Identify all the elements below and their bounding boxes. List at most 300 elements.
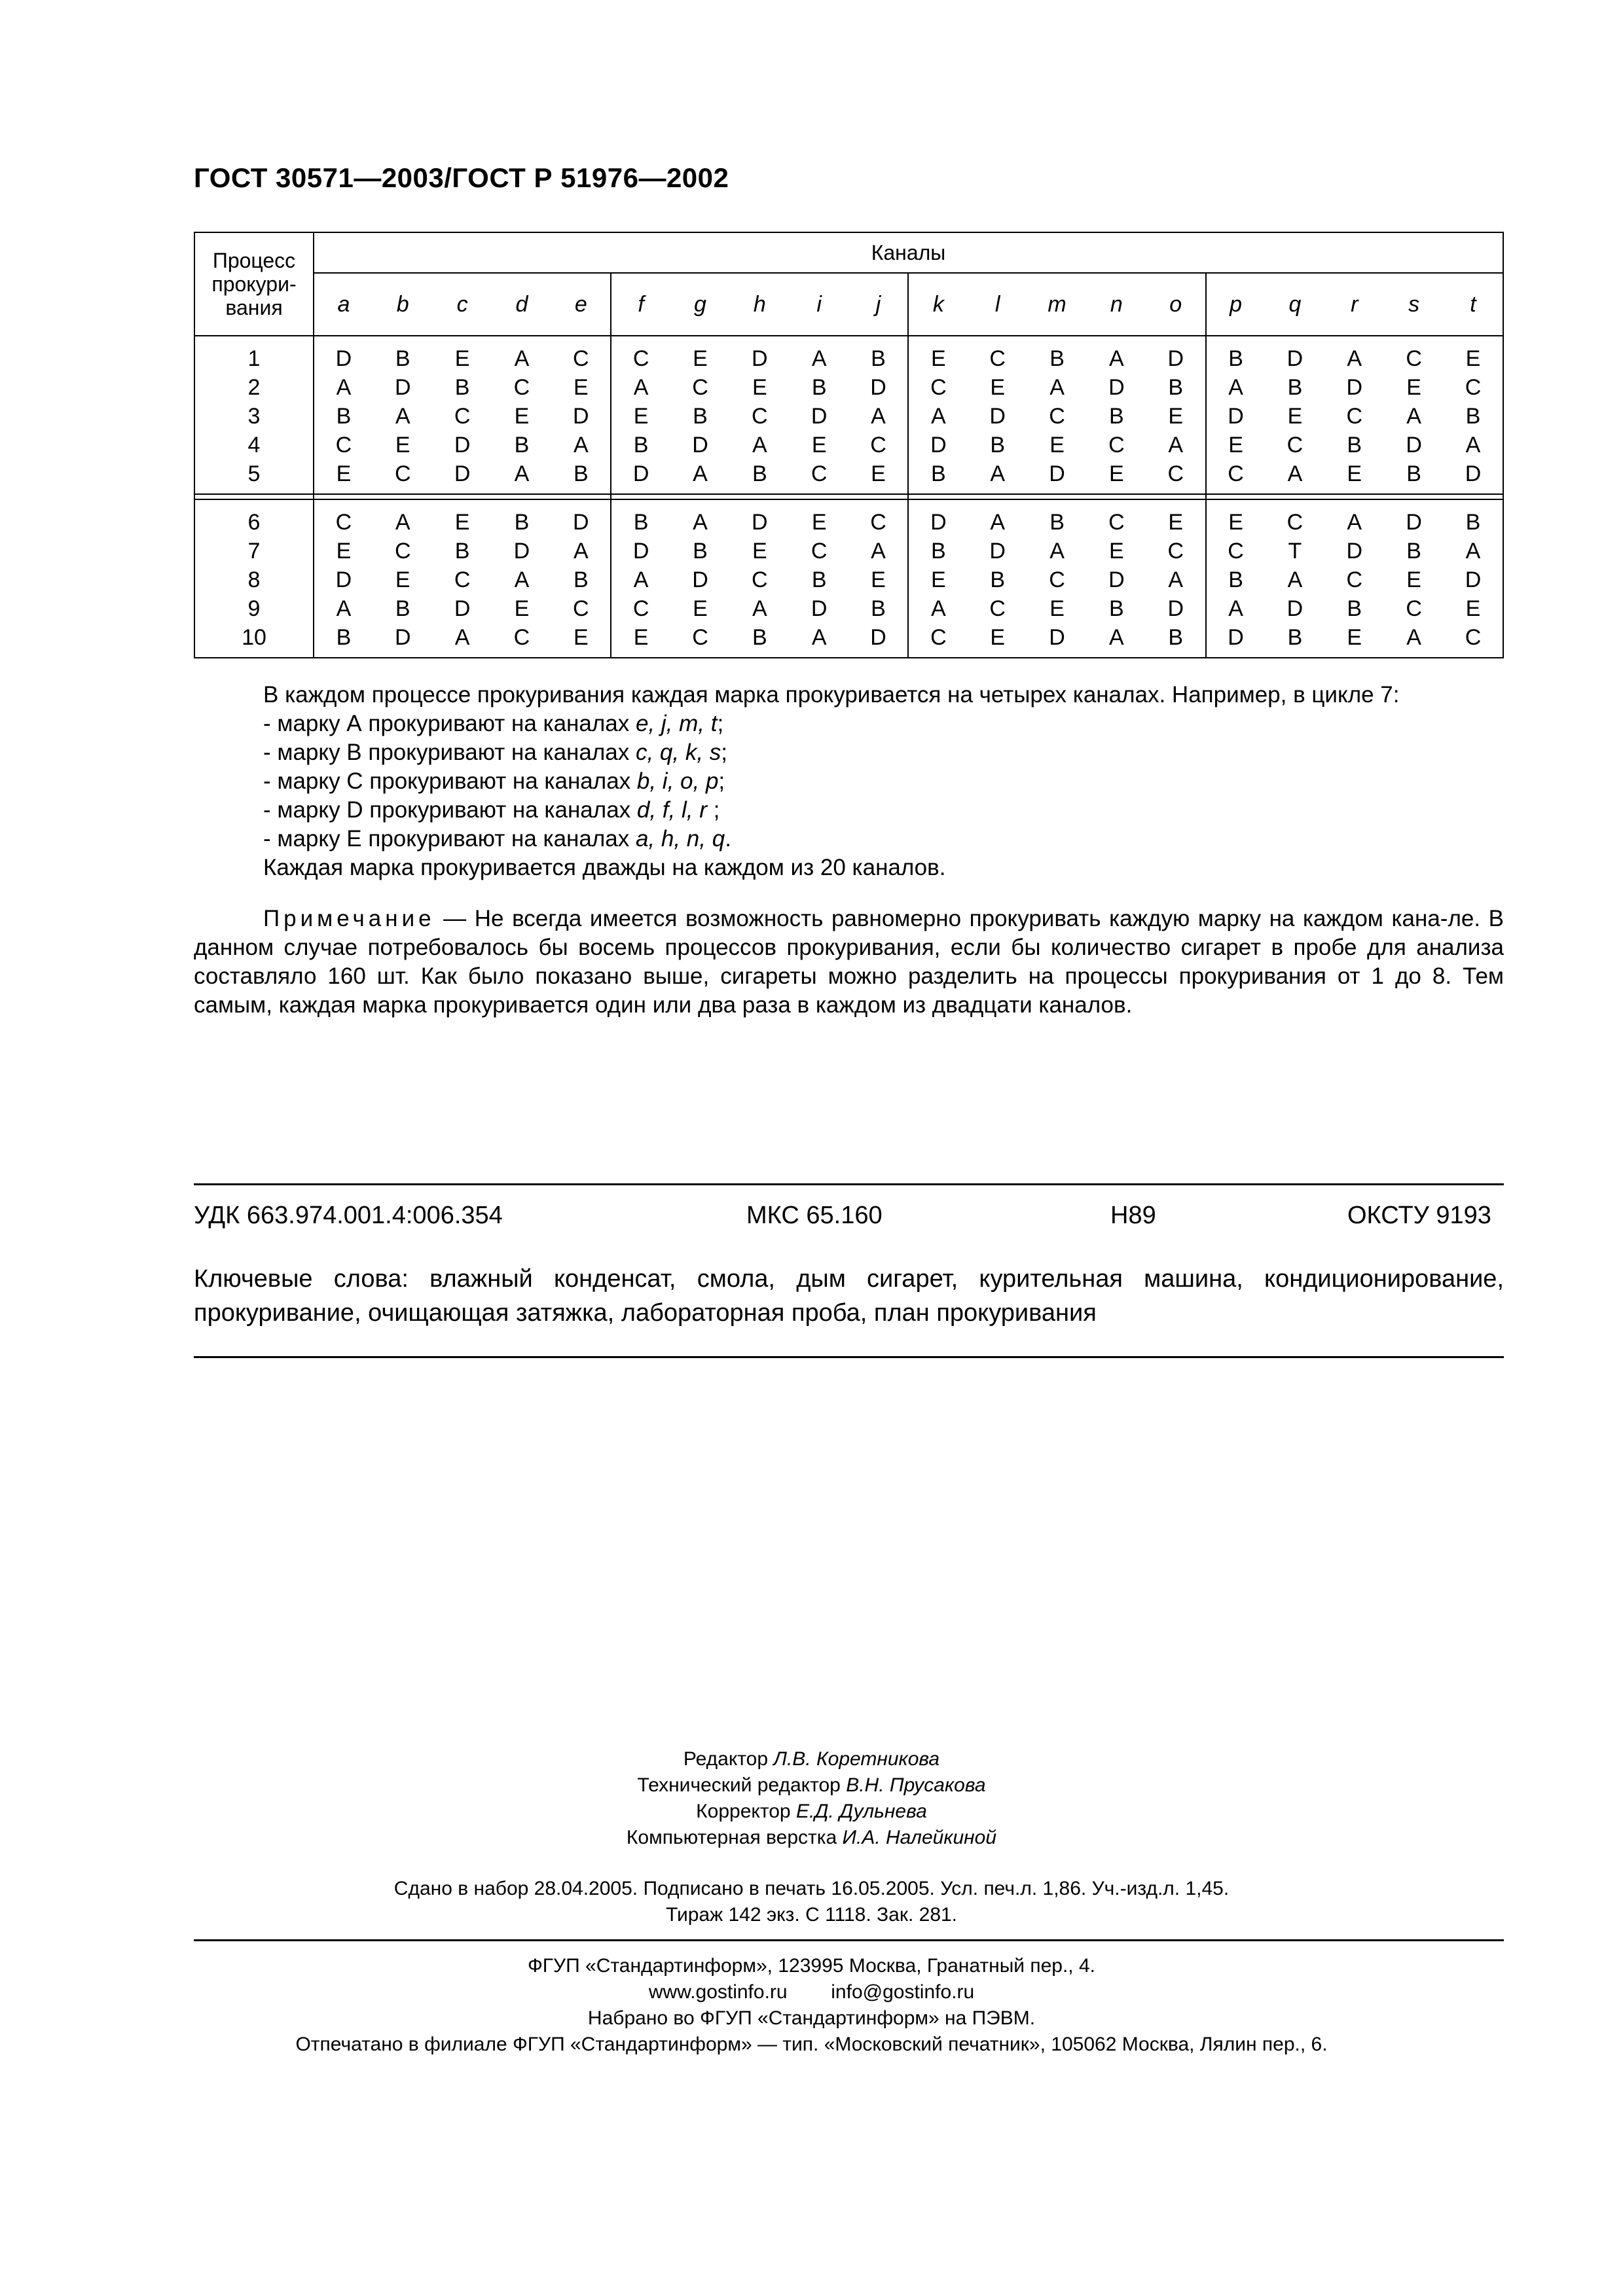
table-cell: D xyxy=(573,510,589,535)
table-cell: D xyxy=(692,433,708,457)
table-cell: C xyxy=(692,375,708,400)
brand-list-channels: b, i, o, p xyxy=(636,768,719,794)
udk-code: УДК 663.974.001.4:006.354 xyxy=(194,1202,503,1229)
table-cell: B xyxy=(871,596,886,621)
table-cell: E xyxy=(1444,336,1503,373)
table-cell: E xyxy=(1206,431,1266,459)
table-cell: B xyxy=(1266,623,1325,658)
process-header-line: Процесс xyxy=(212,249,296,272)
table-cell: C xyxy=(1206,537,1266,565)
table-cell: C xyxy=(790,459,849,494)
brand-list-prefix: - марку Е прокуривают на каналах xyxy=(263,826,636,852)
table-cell: D xyxy=(1027,623,1087,658)
table-cell: C xyxy=(1206,459,1266,494)
table-cell: B xyxy=(1109,404,1124,429)
note-paragraph xyxy=(194,905,1504,1020)
table-row xyxy=(194,537,1503,565)
table-cell: E xyxy=(551,623,611,658)
table-cell: C xyxy=(1108,433,1125,457)
credit-name: И.А. Налейкиной xyxy=(842,1827,997,1848)
table-cell: D xyxy=(908,499,968,537)
table-cell: B xyxy=(693,539,708,564)
table-cell: C xyxy=(573,346,589,371)
table-cell: B xyxy=(573,567,589,592)
table-cell: E xyxy=(611,623,670,658)
table-cell: E xyxy=(908,565,968,594)
channel-header-r: r xyxy=(1324,273,1384,336)
print-info-line: Сдано в набор 28.04.2005. Подписано в печать 16.05.2005. Усл. печ.л. 1,86. Уч.-изд.л. 1,45. xyxy=(393,1878,1230,1899)
table-cell: B xyxy=(1049,510,1065,535)
table-cell: E xyxy=(990,375,1006,400)
table-cell: C xyxy=(314,431,373,459)
table-cell: E xyxy=(1406,567,1421,592)
table-cell: C xyxy=(1406,596,1422,621)
table-cell: A xyxy=(1347,346,1362,371)
channel-header-k: k xyxy=(908,273,968,336)
table-cell: C xyxy=(1146,459,1206,494)
table-cell: A xyxy=(611,565,670,594)
table-cell: A xyxy=(1444,431,1503,459)
table-cell: E xyxy=(1049,433,1065,457)
channel-header-j: j xyxy=(849,273,909,336)
table-cell: C xyxy=(611,336,670,373)
table-cell: C xyxy=(811,539,828,564)
table-cell: B xyxy=(1444,402,1503,431)
table-cell: A xyxy=(514,567,530,592)
table-cell: A xyxy=(1168,567,1184,592)
table-cell: E xyxy=(693,346,708,371)
table-cell: E xyxy=(693,596,708,621)
brand-channel-list xyxy=(263,709,731,853)
channel-header-n: n xyxy=(1087,273,1146,336)
table-cell: E xyxy=(514,404,530,429)
brand-list-item xyxy=(263,738,731,767)
table-cell: B xyxy=(1109,596,1124,621)
table-cell: A xyxy=(433,623,492,658)
table-cell: C xyxy=(989,346,1006,371)
table-row xyxy=(194,594,1503,623)
table-cell: A xyxy=(395,510,410,535)
channel-header-o: o xyxy=(1146,273,1206,336)
table-cell: A xyxy=(1049,539,1065,564)
table-cell: A xyxy=(752,433,767,457)
channel-header-e: e xyxy=(551,273,611,336)
table-cell: E xyxy=(573,375,589,400)
brand-list-item xyxy=(263,709,731,738)
table-cell: D xyxy=(1108,567,1125,592)
table-cell: A xyxy=(1168,433,1184,457)
table-cell: B xyxy=(811,375,827,400)
table-cell: D xyxy=(849,623,909,658)
brand-list-suffix: ; xyxy=(721,740,728,765)
table-cell: D xyxy=(870,375,886,400)
table-cell: C xyxy=(454,404,471,429)
group-code: Н89 xyxy=(1110,1202,1156,1229)
publisher-line: ФГУП «Стандартинформ», 123995 Москва, Гранатный пер., 4. xyxy=(528,1955,1095,1977)
table-cell: B xyxy=(871,346,886,371)
credit-role: Компьютерная верстка xyxy=(626,1827,843,1848)
credit-name: В.Н. Прусакова xyxy=(846,1774,986,1796)
table-cell: A xyxy=(395,404,410,429)
table-cell: A xyxy=(1206,594,1266,623)
keywords: Ключевые слова: влажный конденсат, смола, дым сигарет, курительная машина, кондиционирование, прокуривание, очищающая затяжка, лабораторная проба, план прокуривания xyxy=(194,1265,1504,1327)
table-cell: E xyxy=(1444,594,1503,623)
table-cell: D xyxy=(989,539,1006,564)
table-cell: D xyxy=(752,510,768,535)
brand-list-prefix: - марку С прокуривают на каналах xyxy=(263,768,637,794)
channel-header-t: t xyxy=(1444,273,1503,336)
table-cell: D xyxy=(1346,375,1363,400)
note-label: Примечание xyxy=(263,906,435,931)
table-cell: C xyxy=(1346,404,1363,429)
table-cell: C xyxy=(314,499,373,537)
table-cell: B xyxy=(990,567,1006,592)
table-cell: A xyxy=(1444,537,1503,565)
divider-bottom xyxy=(194,1939,1504,1941)
brand-list-channels: d, f, l, r xyxy=(636,797,707,823)
table-cell: A xyxy=(1109,346,1124,371)
table-cell: E xyxy=(314,459,373,494)
table-cell: B xyxy=(611,431,670,459)
channel-header-m: m xyxy=(1027,273,1087,336)
table-cell: C xyxy=(989,596,1006,621)
table-cell: C xyxy=(394,539,411,564)
table-cell: C xyxy=(1049,567,1065,592)
brand-list-suffix: ; xyxy=(717,711,724,736)
table-cell: A xyxy=(670,459,730,494)
table-cell: D xyxy=(1406,510,1422,535)
table-cell: B xyxy=(514,433,530,457)
table-cell: C xyxy=(1286,433,1304,457)
table-cell: C xyxy=(752,567,768,592)
table-cell: D xyxy=(1286,596,1304,621)
okstu-code: ОКСТУ 9193 xyxy=(1347,1202,1491,1229)
table-cell: A xyxy=(790,623,849,658)
channel-header-h: h xyxy=(730,273,790,336)
table-cell: A xyxy=(908,402,968,431)
divider-top xyxy=(194,1183,1504,1185)
table-cell: A xyxy=(1406,404,1421,429)
channel-header-a: a xyxy=(314,273,373,336)
table-cell: E xyxy=(1087,459,1146,494)
brand-list-prefix: - марку D прокуривают на каналах xyxy=(263,797,637,823)
publisher-line: Отпечатано в филиале ФГУП «Стандартинформ» — тип. «Московский печатник», 105062 Москва, Лялин пер., 6. xyxy=(295,2034,1328,2055)
credit-line xyxy=(0,1799,1623,1825)
table-cell: B xyxy=(454,375,470,400)
table-cell: C xyxy=(870,510,886,535)
publisher-line: www.gostinfo.ru info@gostinfo.ru xyxy=(648,1981,975,2003)
process-column-header xyxy=(194,232,314,336)
brand-list-channels: e, j, m, t xyxy=(635,711,718,736)
table-cell: E xyxy=(1324,459,1384,494)
print-info xyxy=(0,1876,1623,1928)
process-number: 3 xyxy=(194,402,314,431)
table-cell: D xyxy=(752,346,768,371)
table-cell: D xyxy=(1027,459,1087,494)
table-cell: T xyxy=(1288,539,1302,564)
brand-list-suffix: ; xyxy=(706,797,720,823)
table-cell: A xyxy=(1287,567,1303,592)
table-cell: A xyxy=(1384,623,1444,658)
table-cell: A xyxy=(1049,375,1065,400)
table-cell: B xyxy=(1347,433,1362,457)
credit-role: Технический редактор xyxy=(637,1774,847,1796)
note-body: — Не всегда имеется возможность равномерно прокуривать каждую марку на каждом кана-ле. В данном случае потребовалось бы восемь процессов прокуривания, если бы количество сигарет в пробе для анализа составляло 160 шт. Как было показано выше, сигареты можно разделить на процессы прокуривания от 1 до 8. Тем самым, каждая марка прокуривается один или два раза в каждом из двадцати каналов. xyxy=(194,906,1504,1018)
channel-header-p: p xyxy=(1206,273,1266,336)
table-cell: B xyxy=(1287,375,1303,400)
table-cell: B xyxy=(730,459,790,494)
table-cell: B xyxy=(1444,499,1503,537)
table-cell: E xyxy=(514,596,530,621)
table-cell: C xyxy=(1049,404,1065,429)
channel-header-d: d xyxy=(492,273,552,336)
table-cell: B xyxy=(395,596,410,621)
table-cell: A xyxy=(968,459,1027,494)
table-cell: D xyxy=(811,596,828,621)
channel-header-g: g xyxy=(670,273,730,336)
table-row xyxy=(194,336,1503,373)
table-cell: C xyxy=(1286,510,1304,535)
table-cell: C xyxy=(573,596,589,621)
intro-paragraph: В каждом процессе прокуривания каждая марка прокуривается на четырех каналах. Например, в цикле 7: xyxy=(263,682,1400,708)
table-cell: E xyxy=(1287,404,1303,429)
table-cell: E xyxy=(395,433,410,457)
table-row xyxy=(194,623,1503,658)
table-cell: C xyxy=(373,459,433,494)
table-cell: E xyxy=(968,623,1027,658)
brand-list-item xyxy=(263,825,731,853)
channel-header-c: c xyxy=(433,273,492,336)
table-cell: E xyxy=(811,510,827,535)
table-cell: D xyxy=(1444,459,1503,494)
brand-list-channels: a, h, n, q xyxy=(635,826,725,852)
table-cell: B xyxy=(395,346,410,371)
credit-name: Л.В. Коретникова xyxy=(773,1748,940,1770)
mks-code: МКС 65.160 xyxy=(746,1202,883,1229)
channel-header-s: s xyxy=(1384,273,1444,336)
divider-keywords xyxy=(194,1356,1504,1358)
table-cell: B xyxy=(454,539,470,564)
table-cell: D xyxy=(1286,346,1304,371)
brand-list-suffix: ; xyxy=(718,768,725,794)
table-cell: B xyxy=(1146,623,1206,658)
table-cell: D xyxy=(611,459,670,494)
process-number: 5 xyxy=(194,459,314,494)
table-cell: C xyxy=(1444,623,1503,658)
table-cell: C xyxy=(1167,539,1184,564)
table-cell: A xyxy=(314,373,373,402)
table-cell: D xyxy=(989,404,1006,429)
table-cell: C xyxy=(492,623,552,658)
table-cell: A xyxy=(1087,623,1146,658)
table-cell: E xyxy=(1406,375,1421,400)
table-cell: C xyxy=(611,594,670,623)
table-cell: C xyxy=(670,623,730,658)
table-cell: E xyxy=(1168,510,1184,535)
table-cell: A xyxy=(693,510,708,535)
table-row xyxy=(194,373,1503,402)
table-cell: E xyxy=(395,567,410,592)
table-cell: A xyxy=(314,594,373,623)
table-cell: C xyxy=(513,375,530,400)
table-cell: A xyxy=(1347,510,1362,535)
brand-list-channels: c, q, k, s xyxy=(635,740,721,765)
table-cell: B xyxy=(551,459,611,494)
print-info-line: Тираж 142 экз. С 1118. Зак. 281. xyxy=(665,1904,958,1926)
document-title: ГОСТ 30571—2003/ГОСТ Р 51976—2002 xyxy=(194,162,729,193)
table-cell: D xyxy=(611,537,670,565)
channel-header-l: l xyxy=(968,273,1027,336)
smoking-plan-table xyxy=(194,232,1504,658)
credit-line xyxy=(0,1746,1623,1772)
publisher-info xyxy=(0,1953,1623,2058)
table-cell: A xyxy=(752,596,767,621)
credit-line xyxy=(0,1825,1623,1851)
table-row xyxy=(194,459,1503,494)
table-cell: B xyxy=(1206,336,1266,373)
credit-line xyxy=(0,1772,1623,1799)
table-cell: E xyxy=(871,567,886,592)
table-cell: A xyxy=(871,404,886,429)
process-number: 7 xyxy=(194,537,314,565)
table-cell: D xyxy=(692,567,708,592)
table-cell: E xyxy=(1168,404,1184,429)
credit-role: Редактор xyxy=(683,1748,774,1770)
table-cell: A xyxy=(514,346,530,371)
table-cell: D xyxy=(433,459,492,494)
table-cell: E xyxy=(314,537,373,565)
brand-list-prefix: - марку В прокуривают на каналах xyxy=(263,740,636,765)
brand-list-prefix: - марку А прокуривают на каналах xyxy=(263,711,636,736)
table-cell: D xyxy=(1108,375,1125,400)
table-cell: B xyxy=(908,537,968,565)
table-cell: E xyxy=(752,375,767,400)
table-cell: E xyxy=(611,402,670,431)
table-cell: C xyxy=(1406,346,1422,371)
table-cell: B xyxy=(514,510,530,535)
channel-header-i: i xyxy=(790,273,849,336)
process-number: 1 xyxy=(194,336,314,373)
table-cell: D xyxy=(314,336,373,373)
table-cell: E xyxy=(1109,539,1124,564)
table-row xyxy=(194,499,1503,537)
table-cell: D xyxy=(811,404,828,429)
table-cell: E xyxy=(454,510,470,535)
table-cell: E xyxy=(1206,499,1266,537)
table-cell: D xyxy=(1167,346,1184,371)
table-row xyxy=(194,565,1503,594)
summary-line: Каждая марка прокуривается дважды на каждом из 20 каналов. xyxy=(263,855,946,880)
table-cell: B xyxy=(693,404,708,429)
process-number: 9 xyxy=(194,594,314,623)
table-cell: A xyxy=(1206,373,1266,402)
table-cell: D xyxy=(373,623,433,658)
channel-header-row xyxy=(194,273,1503,336)
table-cell: B xyxy=(1347,596,1362,621)
table-cell: E xyxy=(1324,623,1384,658)
brand-list-item xyxy=(263,796,731,825)
table-cell: C xyxy=(454,567,471,592)
table-cell: C xyxy=(1108,510,1125,535)
publisher-line: Набрано во ФГУП «Стандартинформ» на ПЭВМ. xyxy=(587,2007,1036,2029)
table-cell: A xyxy=(871,539,886,564)
table-cell: A xyxy=(492,459,552,494)
table-cell: D xyxy=(314,565,373,594)
table-cell: E xyxy=(752,539,767,564)
editorial-credits xyxy=(0,1746,1623,1851)
table-cell: A xyxy=(611,373,670,402)
table-cell: D xyxy=(394,375,411,400)
brand-list-item xyxy=(263,767,731,796)
table-cell: D xyxy=(573,404,589,429)
channel-header-q: q xyxy=(1266,273,1325,336)
table-cell: B xyxy=(1406,539,1421,564)
table-cell: E xyxy=(1049,596,1065,621)
table-cell: C xyxy=(908,623,968,658)
process-number: 2 xyxy=(194,373,314,402)
table-cell: B xyxy=(811,567,827,592)
table-cell: D xyxy=(513,539,530,564)
table-row xyxy=(194,402,1503,431)
table-cell: A xyxy=(990,510,1006,535)
table-cell: A xyxy=(573,433,589,457)
table-cell: D xyxy=(1346,539,1363,564)
table-cell: D xyxy=(1444,565,1503,594)
table-cell: E xyxy=(811,433,827,457)
table-cell: B xyxy=(1168,375,1184,400)
table-cell: A xyxy=(573,539,589,564)
table-cell: E xyxy=(908,336,968,373)
table-cell: A xyxy=(1266,459,1325,494)
table-cell: A xyxy=(811,346,827,371)
process-header-line: вания xyxy=(225,296,283,319)
table-cell: B xyxy=(314,623,373,658)
process-number: 10 xyxy=(194,623,314,658)
table-cell: B xyxy=(314,402,373,431)
table-cell: E xyxy=(849,459,909,494)
channel-header-b: b xyxy=(373,273,433,336)
process-number: 6 xyxy=(194,499,314,537)
table-cell: C xyxy=(908,373,968,402)
brand-list-suffix: . xyxy=(725,826,731,852)
process-number: 8 xyxy=(194,565,314,594)
table-cell: A xyxy=(908,594,968,623)
table-cell: D xyxy=(908,431,968,459)
process-header-line: прокури- xyxy=(211,272,297,296)
table-cell: D xyxy=(1206,402,1266,431)
group-separator xyxy=(194,494,1503,499)
table-cell: C xyxy=(752,404,768,429)
table-cell: D xyxy=(1206,623,1266,658)
credit-name: Е.Д. Дульнева xyxy=(795,1801,927,1822)
table-cell: B xyxy=(908,459,968,494)
table-cell: B xyxy=(730,623,790,658)
credit-role: Корректор xyxy=(696,1801,796,1822)
table-cell: D xyxy=(454,433,471,457)
table-cell: B xyxy=(990,433,1006,457)
channel-header-f: f xyxy=(611,273,670,336)
table-cell: B xyxy=(1206,565,1266,594)
channels-header: Каналы xyxy=(314,232,1503,273)
table-cell: D xyxy=(1406,433,1422,457)
table-row xyxy=(194,431,1503,459)
table-cell: C xyxy=(1444,373,1503,402)
table-cell: C xyxy=(870,433,886,457)
table-cell: D xyxy=(454,596,471,621)
table-cell: C xyxy=(1346,567,1363,592)
process-number: 4 xyxy=(194,431,314,459)
table-cell: D xyxy=(1167,596,1184,621)
